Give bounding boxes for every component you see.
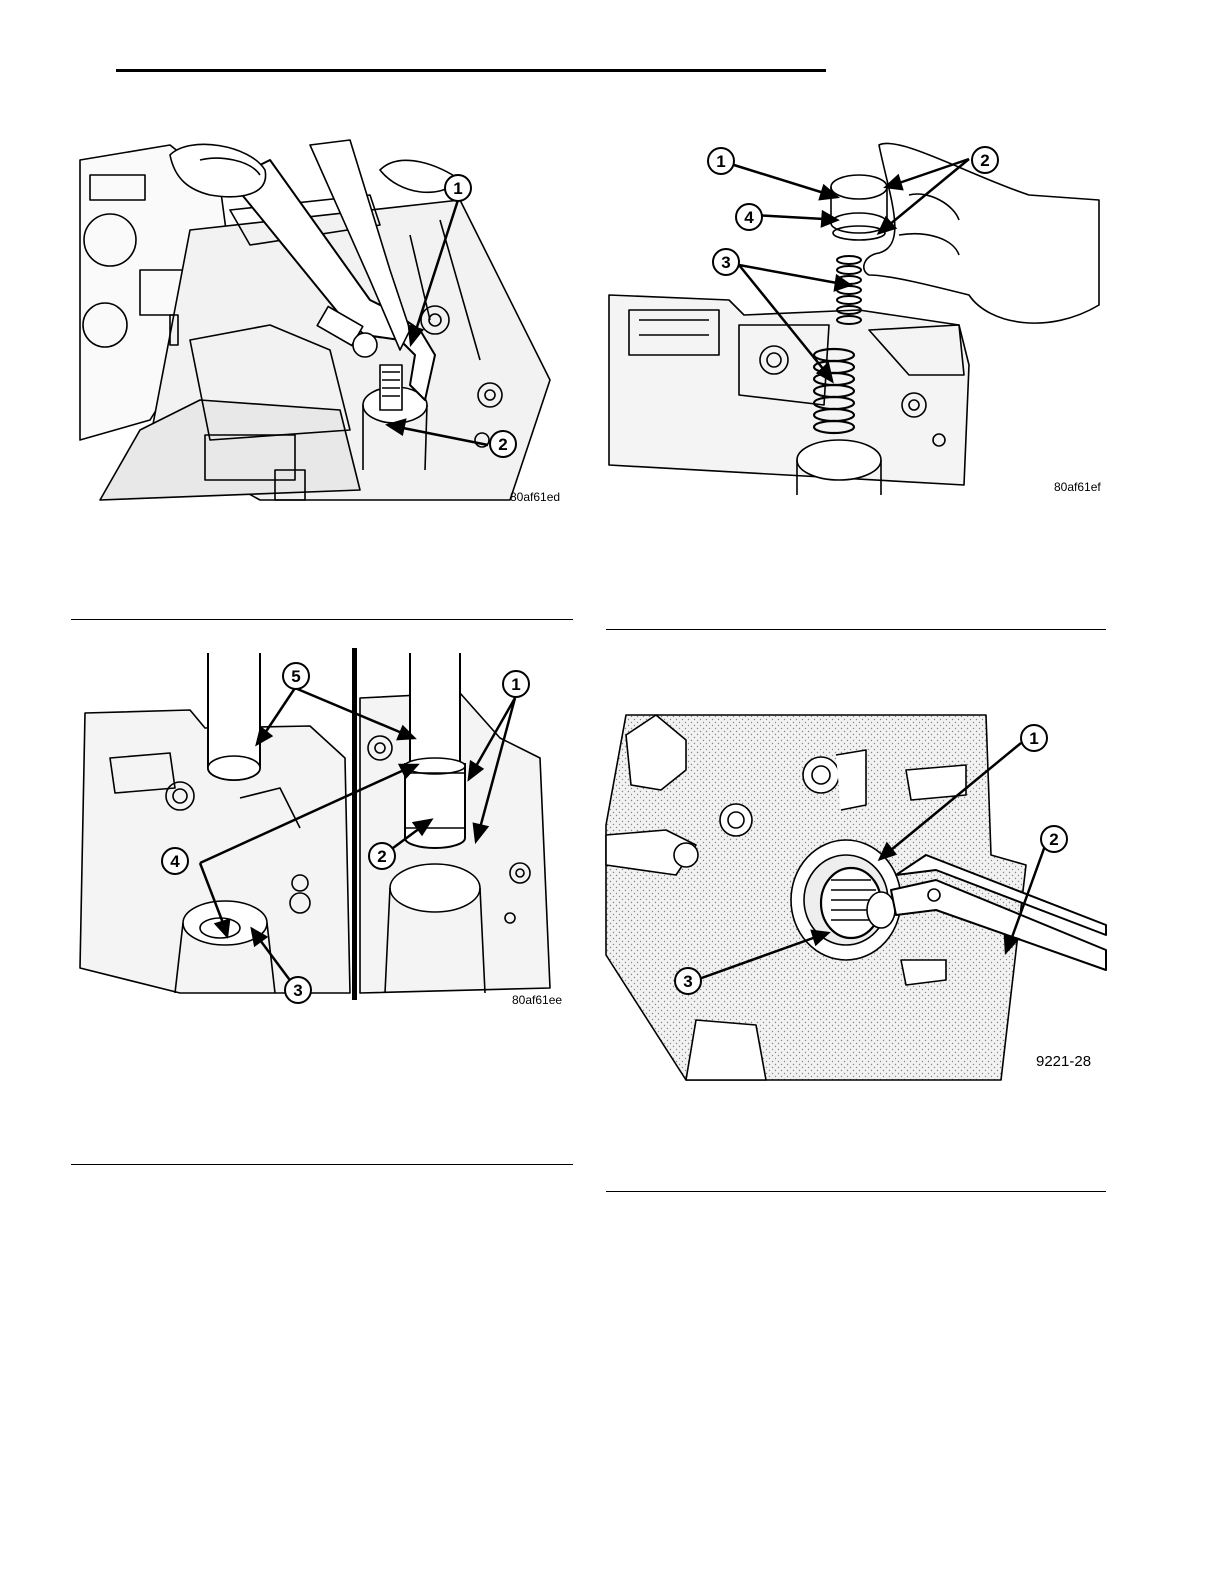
figure-seal-installer-illustration: [80, 648, 563, 1008]
figure-id: 80af61ef: [1054, 480, 1101, 494]
callout-1: 1: [444, 174, 472, 202]
seal-installer-illustration: [80, 648, 563, 1008]
figure-snap-ring-illustration: [606, 715, 1106, 1080]
callout-3: 3: [712, 248, 740, 276]
callout-3: 3: [674, 967, 702, 995]
callout-4: 4: [161, 847, 189, 875]
snap-ring-illustration: [606, 715, 1106, 1080]
callout-3: 3: [284, 976, 312, 1004]
callout-5: 5: [282, 662, 310, 690]
wrench-illustration: [80, 140, 560, 510]
header-rule: [116, 69, 826, 72]
callout-2: 2: [971, 146, 999, 174]
divider-rule: [606, 1191, 1106, 1192]
figure-accumulator-illustration: [609, 135, 1099, 510]
accumulator-illustration: [609, 135, 1099, 510]
callout-1: 1: [502, 670, 530, 698]
divider-rule: [71, 1164, 573, 1165]
callout-4: 4: [735, 203, 763, 231]
callout-2: 2: [489, 430, 517, 458]
callout-1: 1: [1020, 724, 1048, 752]
figure-id: 80af61ee: [512, 993, 563, 1007]
figure-wrench-illustration: [80, 140, 560, 510]
callout-2: 2: [368, 842, 396, 870]
callout-1: 1: [707, 147, 735, 175]
callout-2: 2: [1040, 825, 1068, 853]
figure-id: 80af61ed: [510, 490, 561, 504]
divider-rule: [606, 629, 1106, 630]
figure-id: 9221-28: [1036, 1053, 1092, 1070]
divider-rule: [71, 619, 573, 620]
